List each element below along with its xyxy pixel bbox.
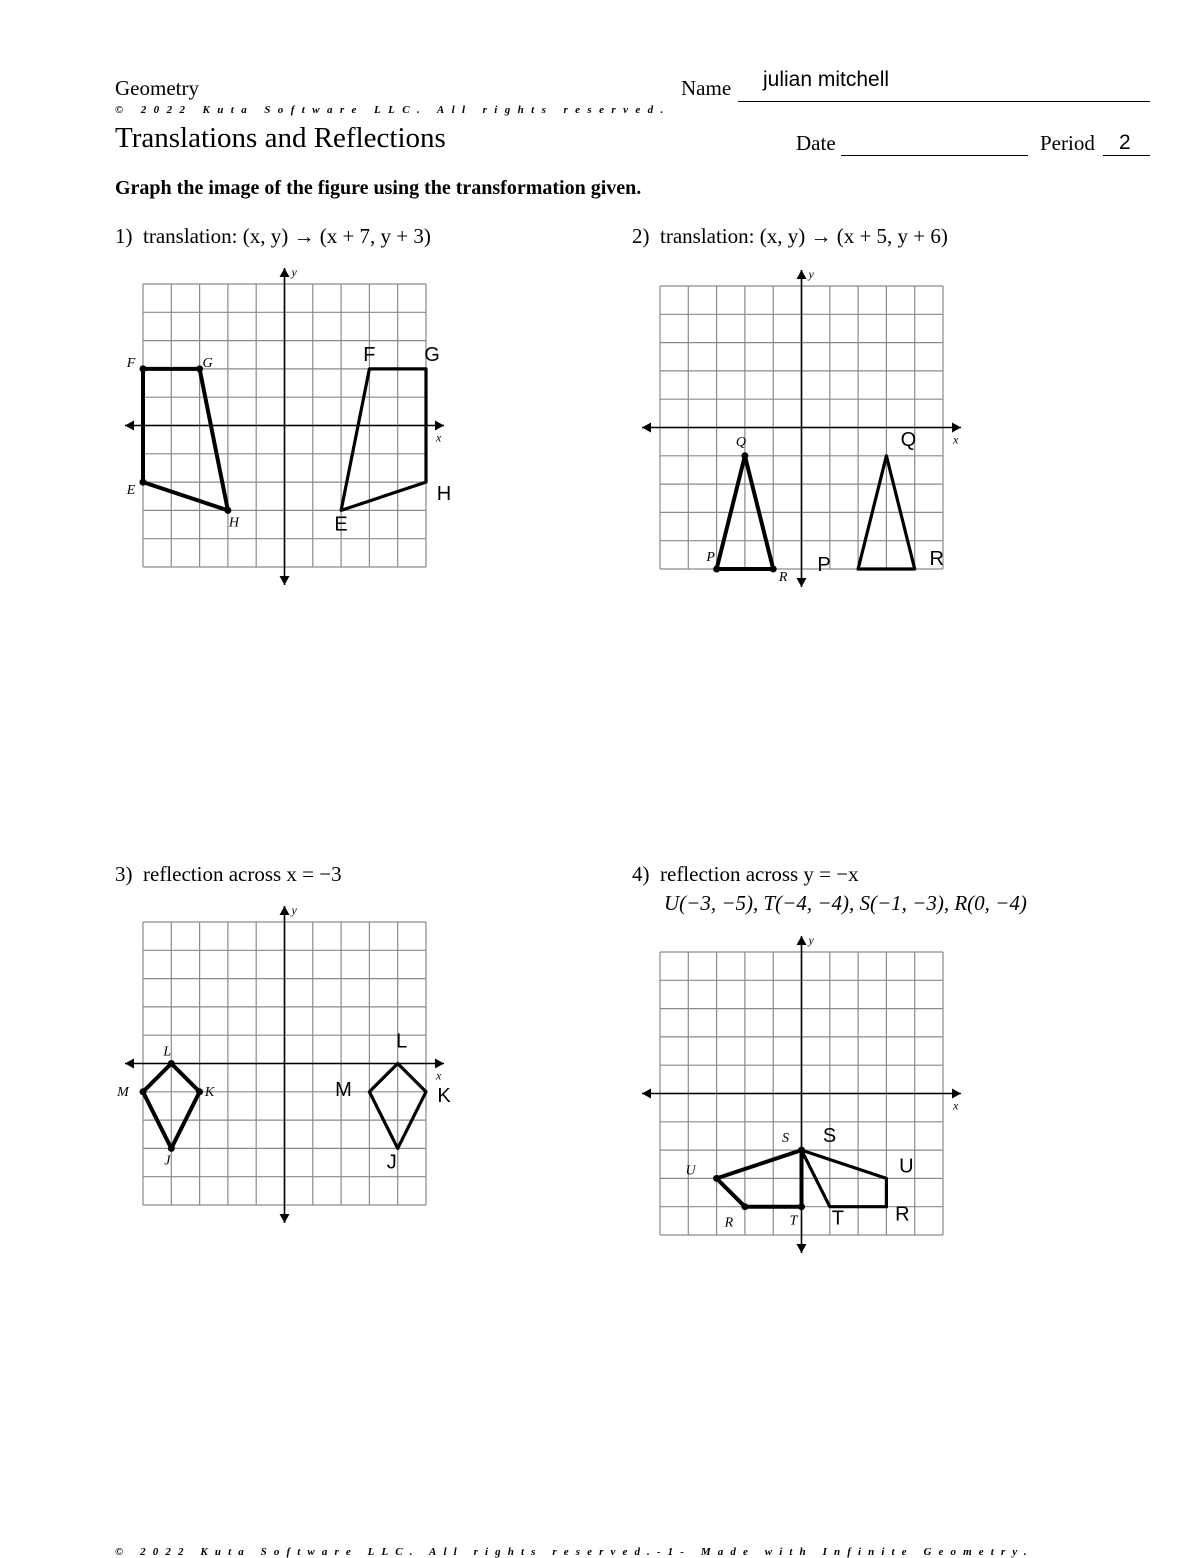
x-axis-arrow-icon: [952, 423, 961, 433]
vertex-point: [224, 507, 231, 514]
x-axis-label: x: [953, 432, 959, 447]
y-axis-label: y: [808, 267, 814, 281]
problem-2-statement: [632, 224, 948, 249]
vertex-label: U: [685, 1163, 696, 1179]
problem-text: reflection across x = −3: [143, 862, 342, 886]
image-vertex-label: P: [817, 554, 831, 576]
x-axis-arrow-icon: [125, 421, 134, 431]
name-label: Name: [681, 76, 732, 100]
problem-number: 1): [115, 224, 133, 248]
y-axis-arrow-icon: [280, 576, 290, 585]
vertex-point: [713, 566, 720, 573]
x-axis-arrow-icon: [125, 1059, 134, 1069]
period-field-line[interactable]: [1103, 155, 1150, 156]
coordinate-grid-4[interactable]: [632, 930, 972, 1260]
y-axis-arrow-icon: [280, 906, 290, 915]
image-vertex-label: R: [895, 1203, 910, 1226]
x-axis-label: x: [953, 1098, 959, 1113]
problem-number: 4): [632, 862, 650, 886]
period-field-value[interactable]: 2: [1119, 131, 1131, 154]
vertex-label: K: [204, 1084, 215, 1100]
coordinate-grid-3[interactable]: [115, 900, 455, 1230]
problem-4-coordinates: U(−3, −5), T(−4, −4), S(−1, −3), R(0, −4): [664, 891, 1027, 915]
image-vertex-label: F: [363, 343, 376, 366]
y-axis-arrow-icon: [797, 936, 807, 945]
vertex-point: [798, 1203, 805, 1210]
period-label: Period: [1040, 131, 1095, 155]
vertex-label: R: [724, 1215, 734, 1231]
problem-3-statement: [115, 862, 342, 887]
image-vertex-label: Q: [900, 428, 917, 451]
vertex-label: L: [163, 1044, 172, 1060]
y-axis-arrow-icon: [797, 578, 807, 587]
original-figure: [143, 369, 228, 511]
vertex-point: [140, 1088, 147, 1095]
name-field-value[interactable]: julian mitchell: [763, 68, 890, 91]
image-vertex-label: M: [335, 1078, 352, 1101]
vertex-point: [741, 452, 748, 459]
y-axis-arrow-icon: [280, 268, 290, 277]
image-vertex-label: K: [437, 1084, 451, 1107]
vertex-label: J: [164, 1153, 171, 1169]
vertex-label: G: [202, 355, 213, 371]
vertex-point: [140, 365, 147, 372]
y-axis-label: y: [291, 903, 297, 917]
vertex-label: H: [228, 515, 239, 531]
vertex-label: T: [789, 1213, 798, 1229]
vertex-label: M: [117, 1084, 129, 1100]
x-axis-arrow-icon: [642, 423, 651, 433]
problem-text: translation: (x, y) → (x + 5, y + 6): [660, 224, 948, 248]
vertex-point: [196, 1088, 203, 1095]
image-figure[interactable]: [341, 369, 426, 511]
y-axis-label: y: [808, 933, 814, 947]
date-label: Date: [796, 131, 836, 155]
vertex-label: Q: [735, 434, 746, 450]
image-vertex-label: U: [899, 1155, 914, 1178]
vertex-point: [713, 1175, 720, 1182]
footer-notice: © 2022 Kuta Software LLC. All rights reserved.-1- Made with Infinite Geometry.: [115, 1546, 1034, 1558]
problem-number: 3): [115, 862, 133, 886]
image-vertex-label: S: [822, 1125, 837, 1148]
worksheet-title: Translations and Reflections: [115, 122, 446, 154]
image-vertex-label: G: [424, 343, 440, 366]
image-vertex-label: H: [436, 483, 452, 506]
image-vertex-label: J: [386, 1151, 397, 1174]
x-axis-label: x: [436, 1068, 442, 1083]
image-vertex-label: R: [929, 548, 944, 570]
image-vertex-label: E: [334, 513, 348, 536]
vertex-point: [168, 1060, 175, 1067]
image-vertex-label: T: [831, 1207, 844, 1230]
vertex-label: F: [126, 355, 136, 371]
x-axis-arrow-icon: [435, 1059, 444, 1069]
problem-1-statement: [115, 224, 431, 249]
problem-number: 2): [632, 224, 650, 248]
x-axis-arrow-icon: [435, 421, 444, 431]
y-axis-arrow-icon: [797, 270, 807, 279]
vertex-point: [140, 479, 147, 486]
name-field-line[interactable]: [738, 101, 1150, 102]
x-axis-arrow-icon: [642, 1089, 651, 1099]
date-field-line[interactable]: [841, 155, 1028, 156]
x-axis-arrow-icon: [952, 1089, 961, 1099]
coordinate-grid-1[interactable]: [115, 262, 455, 592]
y-axis-label: y: [291, 265, 297, 279]
y-axis-arrow-icon: [280, 1214, 290, 1223]
x-axis-label: x: [436, 430, 442, 445]
problem-4-statement: [632, 862, 859, 887]
copyright-notice: © 2022 Kuta Software LLC. All rights reserved.: [115, 104, 671, 116]
vertex-point: [770, 566, 777, 573]
y-axis-arrow-icon: [797, 1244, 807, 1253]
coordinate-grid-2[interactable]: [632, 264, 972, 594]
vertex-label: S: [782, 1131, 789, 1147]
problem-text: reflection across y = −x: [660, 862, 859, 886]
problem-text: translation: (x, y) → (x + 7, y + 3): [143, 224, 431, 248]
vertex-point: [168, 1145, 175, 1152]
subject-label: Geometry: [115, 76, 199, 100]
image-vertex-label: L: [396, 1030, 408, 1053]
vertex-point: [741, 1203, 748, 1210]
vertex-label: E: [126, 483, 136, 499]
vertex-label: P: [706, 550, 715, 565]
instructions: Graph the image of the figure using the transformation given.: [115, 177, 642, 199]
vertex-label: R: [778, 570, 788, 585]
